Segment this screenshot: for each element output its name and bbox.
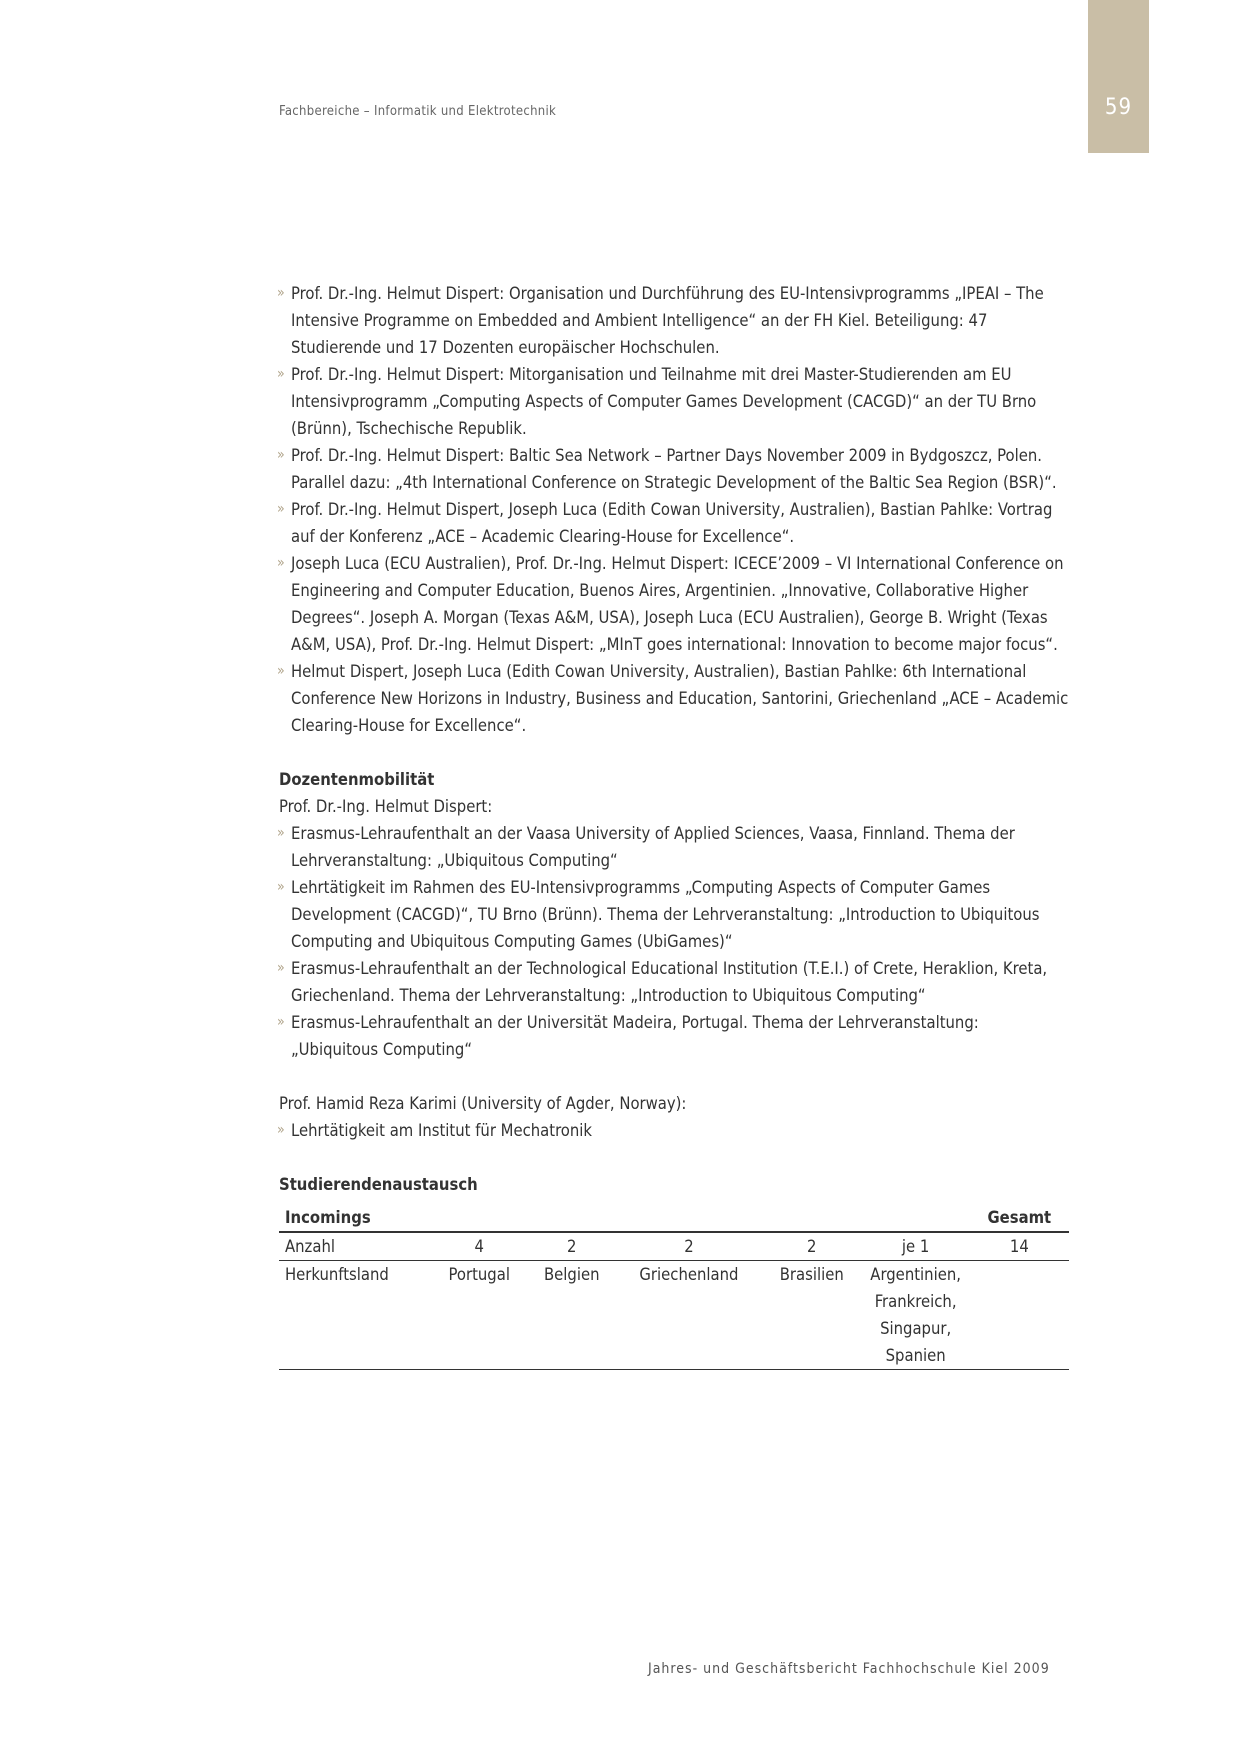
list-item: » Erasmus-Lehraufenthalt an der Universität Madeira, Portugal. Thema der Lehrveranstaltung: „Ubiquitous Computing“ (279, 1009, 1069, 1063)
table-cell: Belgien (543, 1265, 600, 1284)
table-cell: 2 (807, 1237, 817, 1256)
bullet-icon: » (277, 501, 285, 517)
section-title-studierendenaustausch: Studierendenaustausch (279, 1175, 478, 1194)
table-cell: 2 (567, 1237, 577, 1256)
bullet-icon: » (277, 879, 285, 895)
table-row (279, 1232, 1069, 1261)
page-number: 59 (1104, 95, 1133, 120)
bullet-icon: » (277, 663, 285, 679)
list-item: » Helmut Dispert, Joseph Luca (Edith Cowan University, Australien), Bastian Pahlke: 6th International Conference New Horizons in Industry, Business and Education, Santorini, Griechenland „ACE – Academic Clearing-House for Excellence“. (279, 658, 1069, 739)
table-cell (970, 1261, 1069, 1370)
list-item: » Prof. Dr.-Ing. Helmut Dispert: Organisation und Durchführung des EU-Intensivprogramms „IPEAI – The Intensive Programme on Embedded and Ambient Intelligence“ an der FH Kiel. Beteiligung: 47 Studierende und 17 Dozenten europäischer Hochschulen. (279, 280, 1069, 361)
bullet-icon: » (277, 825, 285, 841)
bullet-icon: » (277, 1122, 285, 1138)
person-heading: Prof. Dr.-Ing. Helmut Dispert: (279, 797, 493, 816)
list-item: » Lehrtätigkeit am Institut für Mechatronik (279, 1117, 1069, 1144)
bullet-icon: » (277, 447, 285, 463)
bullet-icon: » (277, 555, 285, 571)
person-heading: Prof. Hamid Reza Karimi (University of Agder, Norway): (279, 1094, 687, 1113)
row-label: Anzahl (285, 1237, 335, 1256)
footer: Jahres- und Geschäftsbericht Fachhochschule Kiel 2009 (648, 1661, 1050, 1677)
karimi-list (279, 1117, 1069, 1144)
list-item: » Prof. Dr.-Ing. Helmut Dispert: Mitorganisation und Teilnahme mit drei Master-Studierenden am EU Intensivprogramm „Computing Aspects of Computer Games Development (CACGD)“ an der TU Brno (Brünn), Tschechische Republik. (279, 361, 1069, 442)
dozentenmobilitaet-list (279, 820, 1069, 1063)
page-number-tab (1088, 0, 1149, 153)
table-cell: Portugal (448, 1265, 510, 1284)
bullet-icon: » (277, 1014, 285, 1030)
list-item: » Erasmus-Lehraufenthalt an der Vaasa University of Applied Sciences, Vaasa, Finnland. Thema der Lehrveranstaltung: „Ubiquitous Computing“ (279, 820, 1069, 874)
list-item: » Erasmus-Lehraufenthalt an der Technological Educational Institution (T.E.I.) of Crete, Heraklion, Kreta, Griechenland. Thema der Lehrveranstaltung: „Introduction to Ubiquitous Computing“ (279, 955, 1069, 1009)
row-label: Herkunftsland (285, 1265, 389, 1284)
table-cell: je 1 (901, 1237, 930, 1256)
bullet-icon: » (277, 960, 285, 976)
table-cell: 4 (474, 1237, 484, 1256)
list-item: » Prof. Dr.-Ing. Helmut Dispert, Joseph Luca (Edith Cowan University, Australien), Bastian Pahlke: Vortrag auf der Konferenz „ACE – Academic Clearing-House for Excellence“. (279, 496, 1069, 550)
list-item: » Prof. Dr.-Ing. Helmut Dispert: Baltic Sea Network – Partner Days November 2009 in Bydgoszcz, Polen. Parallel dazu: „4th International Conference on Strategic Development of the Baltic Sea Region (BSR)“. (279, 442, 1069, 496)
table-cell: Argentinien, Frankreich, Singapur, Spanien (870, 1265, 961, 1365)
table-header-gesamt: Gesamt (987, 1208, 1052, 1227)
exchange-table (279, 1204, 1069, 1370)
table-header-incomings: Incomings (285, 1208, 371, 1227)
list-item: » Joseph Luca (ECU Australien), Prof. Dr.-Ing. Helmut Dispert: ICECE’2009 – VI International Conference on Engineering and Computer Education, Buenos Aires, Argentinien. „Innovative, Collaborative Higher Degrees“. Joseph A. Morgan (Texas A&M, USA), Joseph Luca (ECU Australien), George B. Wright (Texas A&M, USA), Prof. Dr.-Ing. Helmut Dispert: „MInT goes international: Innovation to become major focus“. (279, 550, 1069, 658)
section-title-dozentenmobilitaet: Dozentenmobilität (279, 770, 435, 789)
bullet-icon: » (277, 366, 285, 382)
table-header-row (279, 1204, 1069, 1232)
activities-list (279, 280, 1069, 739)
list-item: » Lehrtätigkeit im Rahmen des EU-Intensivprogramms „Computing Aspects of Computer Games Development (CACGD)“, TU Brno (Brünn). Thema der Lehrveranstaltung: „Introduction to Ubiquitous Computing and Ubiquitous Computing Games (UbiGames)“ (279, 874, 1069, 955)
table-cell: 14 (1009, 1237, 1029, 1256)
table-row (279, 1261, 1069, 1370)
table-cell: Griechenland (639, 1265, 739, 1284)
table-cell: Brasilien (779, 1265, 844, 1284)
bullet-icon: » (277, 285, 285, 301)
main-content (279, 280, 1069, 1370)
table-cell: 2 (684, 1237, 694, 1256)
running-head: Fachbereiche – Informatik und Elektrotechnik (279, 104, 557, 119)
